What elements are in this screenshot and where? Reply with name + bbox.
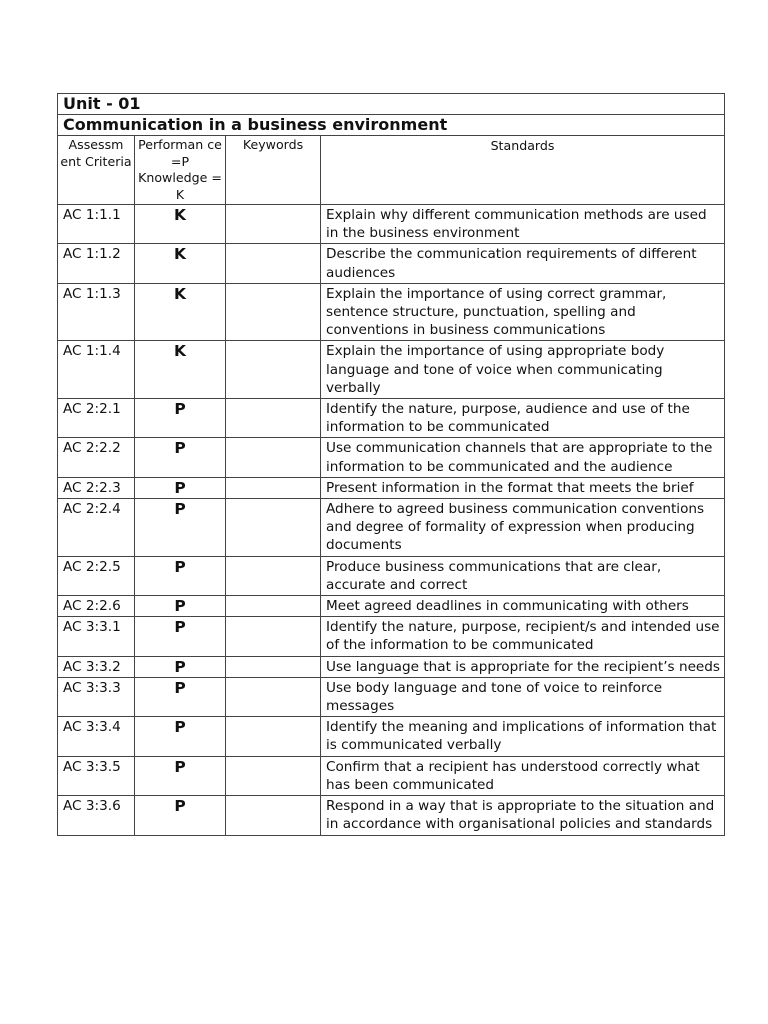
standard-text: Identify the nature, purpose, audience and use of the information to be communicated	[321, 399, 725, 438]
criteria-code: AC 2:2.4	[58, 499, 135, 557]
table-row	[58, 399, 725, 438]
unit-number: Unit - 01	[58, 94, 725, 115]
standard-text: Present information in the format that meets the brief	[321, 477, 725, 498]
performance-knowledge-mark: P	[135, 756, 226, 795]
unit-title-row	[58, 115, 725, 136]
criteria-code: AC 2:2.1	[58, 399, 135, 438]
performance-knowledge-mark: P	[135, 399, 226, 438]
table-row	[58, 656, 725, 677]
header-performance-knowledge: Performan ce =P Knowledge = K	[135, 136, 226, 205]
keywords-cell	[226, 656, 321, 677]
performance-knowledge-mark: K	[135, 283, 226, 341]
criteria-code: AC 3:3.1	[58, 617, 135, 656]
performance-knowledge-mark: P	[135, 499, 226, 557]
criteria-code: AC 3:3.6	[58, 796, 135, 835]
standard-text: Identify the nature, purpose, recipient/s and intended use of the information to be communicated	[321, 617, 725, 656]
standard-text: Explain the importance of using correct grammar, sentence structure, punctuation, spelling and conventions in business communications	[321, 283, 725, 341]
keywords-cell	[226, 717, 321, 756]
keywords-cell	[226, 438, 321, 477]
performance-knowledge-mark: P	[135, 717, 226, 756]
table-row	[58, 341, 725, 399]
performance-knowledge-mark: K	[135, 244, 226, 283]
keywords-cell	[226, 477, 321, 498]
table-row	[58, 477, 725, 498]
table-row	[58, 244, 725, 283]
keywords-cell	[226, 205, 321, 244]
standard-text: Use body language and tone of voice to reinforce messages	[321, 677, 725, 716]
table-row	[58, 556, 725, 595]
header-assessment-criteria: Assessm ent Criteria	[58, 136, 135, 205]
unit-number-row	[58, 94, 725, 115]
keywords-cell	[226, 677, 321, 716]
performance-knowledge-mark: P	[135, 438, 226, 477]
criteria-code: AC 3:3.2	[58, 656, 135, 677]
criteria-code: AC 2:2.2	[58, 438, 135, 477]
standard-text: Use communication channels that are appropriate to the information to be communicated and the audience	[321, 438, 725, 477]
unit-standards-table	[57, 93, 725, 836]
table-row	[58, 283, 725, 341]
keywords-cell	[226, 399, 321, 438]
table-row	[58, 796, 725, 835]
header-keywords: Keywords	[226, 136, 321, 205]
keywords-cell	[226, 341, 321, 399]
criteria-code: AC 1:1.4	[58, 341, 135, 399]
table-row	[58, 499, 725, 557]
standard-text: Respond in a way that is appropriate to the situation and in accordance with organisational policies and standards	[321, 796, 725, 835]
keywords-cell	[226, 244, 321, 283]
keywords-cell	[226, 756, 321, 795]
keywords-cell	[226, 499, 321, 557]
standard-text: Meet agreed deadlines in communicating with others	[321, 596, 725, 617]
performance-knowledge-mark: P	[135, 617, 226, 656]
standard-text: Confirm that a recipient has understood correctly what has been communicated	[321, 756, 725, 795]
standard-text: Explain the importance of using appropriate body language and tone of voice when communicating verbally	[321, 341, 725, 399]
table-row	[58, 205, 725, 244]
performance-knowledge-mark: K	[135, 205, 226, 244]
performance-knowledge-mark: K	[135, 341, 226, 399]
table-row	[58, 717, 725, 756]
standard-text: Use language that is appropriate for the recipient’s needs	[321, 656, 725, 677]
keywords-cell	[226, 556, 321, 595]
table-row	[58, 756, 725, 795]
criteria-code: AC 1:1.2	[58, 244, 135, 283]
criteria-code: AC 1:1.1	[58, 205, 135, 244]
criteria-code: AC 3:3.5	[58, 756, 135, 795]
keywords-cell	[226, 596, 321, 617]
keywords-cell	[226, 283, 321, 341]
keywords-cell	[226, 796, 321, 835]
criteria-code: AC 1:1.3	[58, 283, 135, 341]
standard-text: Describe the communication requirements of different audiences	[321, 244, 725, 283]
unit-title: Communication in a business environment	[58, 115, 725, 136]
criteria-code: AC 3:3.4	[58, 717, 135, 756]
performance-knowledge-mark: P	[135, 796, 226, 835]
performance-knowledge-mark: P	[135, 556, 226, 595]
performance-knowledge-mark: P	[135, 656, 226, 677]
criteria-code: AC 2:2.3	[58, 477, 135, 498]
header-row	[58, 136, 725, 205]
standard-text: Explain why different communication methods are used in the business environment	[321, 205, 725, 244]
performance-knowledge-mark: P	[135, 596, 226, 617]
header-standards: Standards	[321, 136, 725, 205]
table-row	[58, 438, 725, 477]
table-row	[58, 596, 725, 617]
table-row	[58, 677, 725, 716]
standard-text: Adhere to agreed business communication conventions and degree of formality of expression when producing documents	[321, 499, 725, 557]
keywords-cell	[226, 617, 321, 656]
table-body	[58, 94, 725, 836]
criteria-code: AC 2:2.6	[58, 596, 135, 617]
criteria-code: AC 2:2.5	[58, 556, 135, 595]
standard-text: Produce business communications that are clear, accurate and correct	[321, 556, 725, 595]
table-row	[58, 617, 725, 656]
standard-text: Identify the meaning and implications of information that is communicated verbally	[321, 717, 725, 756]
criteria-code: AC 3:3.3	[58, 677, 135, 716]
performance-knowledge-mark: P	[135, 477, 226, 498]
performance-knowledge-mark: P	[135, 677, 226, 716]
